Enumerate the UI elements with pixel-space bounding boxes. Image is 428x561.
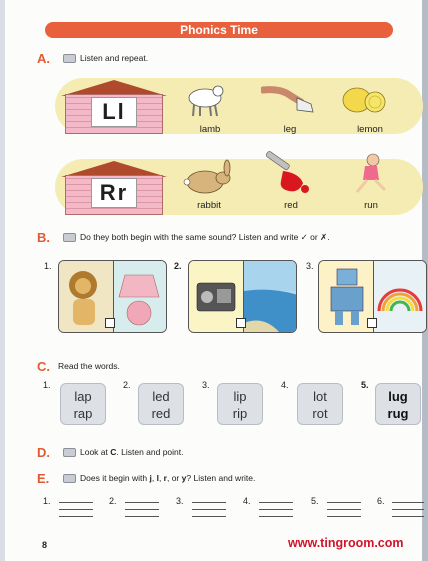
word-card-5[interactable]	[375, 383, 421, 425]
section-e-letter: E.	[37, 471, 50, 486]
writing-line[interactable]	[125, 502, 159, 503]
word-leg: leg	[283, 124, 297, 135]
word-card-bottom: rip	[232, 406, 248, 421]
item-number: 1.	[43, 380, 51, 390]
rainbow-picture	[375, 275, 425, 315]
item-number: 4.	[243, 496, 251, 506]
audio-cd-icon[interactable]	[63, 233, 76, 242]
word-lamb: lamb	[199, 124, 221, 135]
item-number: 4.	[281, 380, 289, 390]
word-card-top: lip	[233, 389, 247, 404]
item-number: 3.	[306, 261, 314, 271]
lion-picture	[61, 265, 111, 329]
word-card-top: led	[152, 389, 170, 404]
writing-line[interactable]	[259, 516, 293, 517]
writing-line[interactable]	[392, 509, 424, 510]
writing-line[interactable]	[259, 509, 293, 510]
item-number: 3.	[176, 496, 184, 506]
letter-house-r	[61, 161, 167, 215]
word-rabbit: rabbit	[197, 200, 221, 211]
word-card-top: lug	[388, 389, 408, 404]
writing-line[interactable]	[125, 509, 159, 510]
website-watermark: www.tingroom.com	[288, 536, 404, 550]
audio-cd-icon[interactable]	[63, 448, 76, 457]
writing-line[interactable]	[259, 502, 293, 503]
page-title: Phonics Time	[180, 23, 258, 37]
item-number: 2.	[123, 380, 131, 390]
lamp-picture	[117, 271, 163, 329]
section-d-letter: D.	[37, 445, 50, 460]
section-b-letter: B.	[37, 230, 50, 245]
item-number: 2.	[109, 496, 117, 506]
item-number: 5.	[361, 380, 369, 390]
item-number: 1.	[43, 496, 51, 506]
writing-line[interactable]	[327, 502, 361, 503]
section-d-instruction: Look at C. Listen and point.	[80, 447, 184, 457]
writing-line[interactable]	[59, 509, 93, 510]
letter-sign-l: Ll	[91, 97, 137, 127]
audio-cd-icon[interactable]	[63, 474, 76, 483]
letter-sign-r: Rr	[91, 178, 137, 208]
item-number: 2.	[174, 261, 182, 271]
word-red: red	[284, 200, 298, 211]
word-card-bottom: red	[151, 406, 171, 421]
running-girl-picture	[347, 152, 391, 198]
word-card-top: lap	[74, 389, 92, 404]
word-lemon: lemon	[357, 124, 383, 135]
letter-house-l	[61, 80, 167, 134]
writing-line[interactable]	[192, 516, 226, 517]
lamb-picture	[180, 76, 230, 120]
title-banner	[45, 22, 393, 38]
writing-line[interactable]	[327, 516, 361, 517]
word-card-bottom: rot	[312, 406, 328, 421]
robot-picture	[325, 265, 369, 329]
writing-line[interactable]	[59, 516, 93, 517]
writing-line[interactable]	[327, 509, 361, 510]
leg-picture	[261, 84, 317, 118]
river-picture	[244, 261, 297, 333]
radio-picture	[193, 275, 239, 317]
answer-box-2[interactable]	[236, 318, 246, 328]
writing-line[interactable]	[192, 502, 226, 503]
item-number: 5.	[311, 496, 319, 506]
item-number: 3.	[202, 380, 210, 390]
item-number: 1.	[44, 261, 52, 271]
word-run: run	[364, 200, 378, 211]
rabbit-picture	[181, 158, 235, 198]
section-c-instruction: Read the words.	[58, 361, 120, 371]
writing-line[interactable]	[125, 516, 159, 517]
word-card-1[interactable]	[60, 383, 106, 425]
word-card-3[interactable]	[217, 383, 263, 425]
section-b-instruction: Do they both begin with the same sound? Listen and write ✓ or ✗.	[80, 232, 330, 242]
word-card-4[interactable]	[297, 383, 343, 425]
word-card-bottom: rap	[73, 406, 93, 421]
section-a-letter: A.	[37, 51, 50, 66]
section-a-instruction: Listen and repeat.	[80, 53, 149, 63]
red-paint-picture	[259, 151, 315, 197]
writing-line[interactable]	[59, 502, 93, 503]
lemon-picture	[339, 80, 389, 118]
item-number: 6.	[377, 496, 385, 506]
writing-line[interactable]	[392, 502, 424, 503]
audio-cd-icon[interactable]	[63, 54, 76, 63]
page-number: 8	[42, 540, 48, 550]
answer-box-1[interactable]	[105, 318, 115, 328]
word-card-2[interactable]	[138, 383, 184, 425]
word-card-top: lot	[313, 389, 327, 404]
word-card-bottom: rug	[387, 406, 409, 421]
writing-line[interactable]	[192, 509, 226, 510]
answer-box-3[interactable]	[367, 318, 377, 328]
writing-line[interactable]	[392, 516, 424, 517]
section-e-instruction: Does it begin with j, l, r, or y? Listen and write.	[80, 473, 256, 483]
section-c-letter: C.	[37, 359, 50, 374]
